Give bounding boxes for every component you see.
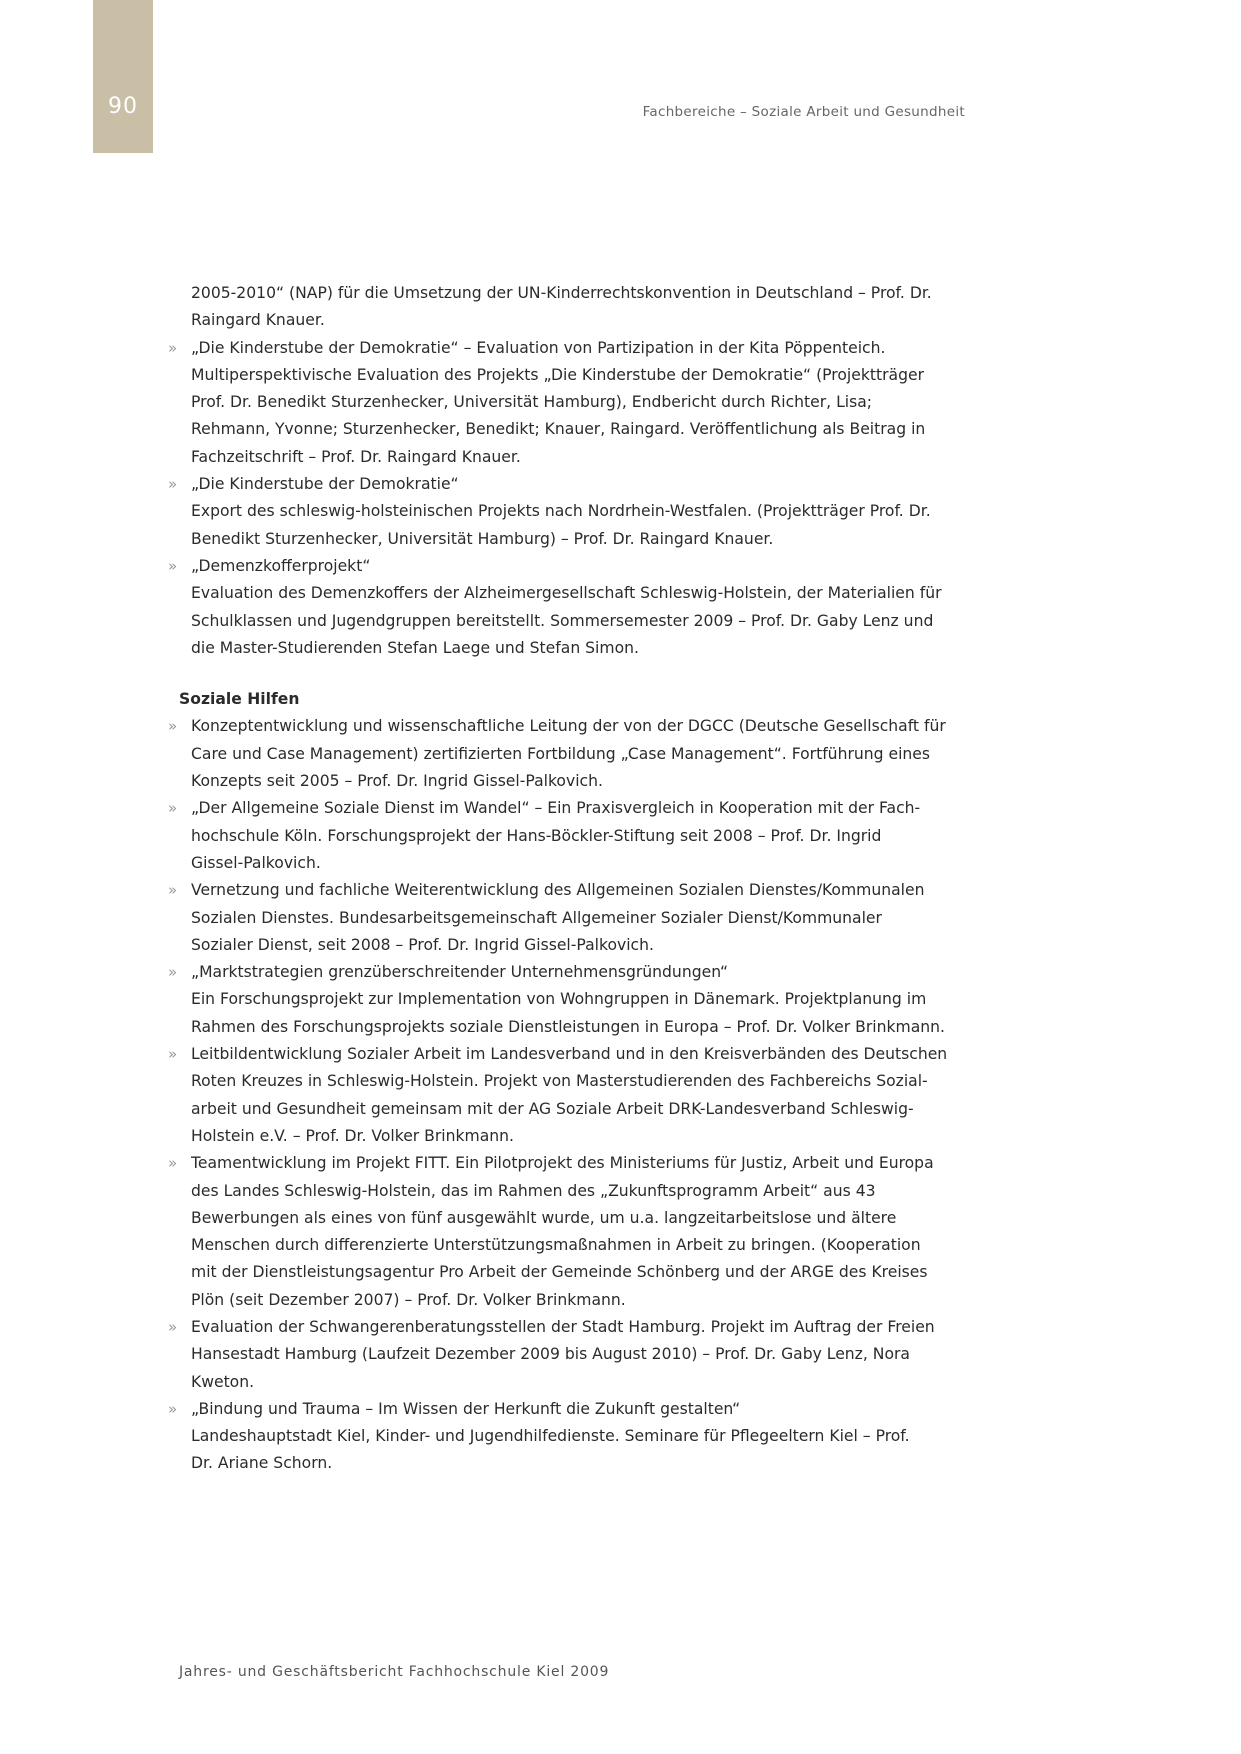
text-line: Raingard Knauer. xyxy=(191,311,325,330)
text-line: Dr. Ariane Schorn. xyxy=(191,1454,333,1473)
text-line: arbeit und Gesundheit gemeinsam mit der AG Soziale Arbeit DRK-Landesverband Schleswig- xyxy=(191,1099,914,1118)
bullet-marker: » xyxy=(168,717,178,736)
text-line: Vernetzung und fachliche Weiterentwicklung des Allgemeinen Sozialen Dienstes/Kommunalen xyxy=(191,881,925,900)
text-line: hochschule Köln. Forschungsprojekt der Hans-Böckler-Stiftung seit 2008 – Prof. Dr. Ingrid xyxy=(191,826,882,845)
text-line: „Bindung und Trauma – Im Wissen der Herkunft die Zukunft gestalten“ xyxy=(191,1399,741,1418)
list-item xyxy=(167,877,982,959)
bullet-marker: » xyxy=(168,1154,178,1173)
list-item xyxy=(167,959,982,1041)
text-line: Plön (seit Dezember 2007) – Prof. Dr. Volker Brinkmann. xyxy=(191,1290,626,1309)
main-content xyxy=(167,280,982,1478)
continuation-paragraph xyxy=(167,280,982,335)
text-line: Rahmen des Forschungsprojekts soziale Dienstleistungen in Europa – Prof. Dr. Volker Brinkmann. xyxy=(191,1017,945,1036)
project-list-soziale-hilfen xyxy=(167,713,982,1477)
list-item xyxy=(167,335,982,471)
footer-text: Jahres- und Geschäftsbericht Fachhochschule Kiel 2009 xyxy=(179,1664,610,1680)
bullet-marker: » xyxy=(168,475,178,494)
bullet-marker: » xyxy=(168,1399,178,1418)
bullet-marker: » xyxy=(168,799,178,818)
bullet-marker: » xyxy=(168,963,178,982)
text-line: Gissel-Palkovich. xyxy=(191,853,321,872)
list-item xyxy=(167,1396,982,1478)
list-item xyxy=(167,795,982,877)
text-line: 2005-2010“ (NAP) für die Umsetzung der UN-Kinderrechtskonvention in Deutschland – Prof. Dr. xyxy=(191,284,932,302)
bullet-marker: » xyxy=(168,338,178,357)
text-line: Leitbildentwicklung Sozialer Arbeit im Landesverband und in den Kreisverbänden des Deutschen xyxy=(191,1045,948,1064)
page-number: 90 xyxy=(108,94,138,119)
section-heading: Soziale Hilfen xyxy=(179,690,300,709)
project-list-top xyxy=(167,335,982,663)
list-item xyxy=(167,1314,982,1396)
text-line: Menschen durch differenzierte Unterstützungsmaßnahmen in Arbeit zu bringen. (Kooperation xyxy=(191,1236,921,1255)
text-line: „Marktstrategien grenzüberschreitender Unternehmensgründungen“ xyxy=(191,963,729,982)
list-item xyxy=(167,471,982,553)
text-line: „Demenzkofferprojekt“ xyxy=(191,556,371,575)
text-line: Ein Forschungsprojekt zur Implementation von Wohngruppen in Dänemark. Projektplanung im xyxy=(191,990,927,1009)
text-line: „Die Kinderstube der Demokratie“ – Evaluation von Partizipation in der Kita Pöppenteich. xyxy=(191,338,886,357)
list-item xyxy=(167,713,982,795)
text-line: Hansestadt Hamburg (Laufzeit Dezember 2009 bis August 2010) – Prof. Dr. Gaby Lenz, Nora xyxy=(191,1345,910,1364)
text-line: Benedikt Sturzenhecker, Universität Hamburg) – Prof. Dr. Raingard Knauer. xyxy=(191,529,774,548)
running-header: Fachbereiche – Soziale Arbeit und Gesundheit xyxy=(642,104,965,120)
text-line: Konzeptentwicklung und wissenschaftliche Leitung der von der DGCC (Deutsche Gesellschaft für xyxy=(191,717,946,736)
text-line: Sozialen Dienstes. Bundesarbeitsgemeinschaft Allgemeiner Sozialer Dienst/Kommunaler xyxy=(191,908,882,927)
list-item xyxy=(167,553,982,662)
text-line: „Die Kinderstube der Demokratie“ xyxy=(191,475,459,494)
text-line: die Master-Studierenden Stefan Laege und Stefan Simon. xyxy=(191,638,639,657)
text-line: mit der Dienstleistungsagentur Pro Arbeit der Gemeinde Schönberg und der ARGE des Kreises xyxy=(191,1263,928,1282)
text-line: Export des schleswig-holsteinischen Projekts nach Nordrhein-Westfalen. (Projektträger Prof. Dr. xyxy=(191,502,931,521)
text-line: Prof. Dr. Benedikt Sturzenhecker, Universität Hamburg), Endbericht durch Richter, Lisa; xyxy=(191,393,873,412)
text-line: Landeshauptstadt Kiel, Kinder- und Jugendhilfedienste. Seminare für Pflegeeltern Kiel – Prof. xyxy=(191,1427,910,1446)
text-line: Rehmann, Yvonne; Sturzenhecker, Benedikt; Knauer, Raingard. Veröffentlichung als Beitrag in xyxy=(191,420,926,439)
page-number-tab xyxy=(93,0,153,153)
text-line: Bewerbungen als eines von fünf ausgewählt wurde, um u.a. langzeitarbeitslose und ältere xyxy=(191,1208,897,1227)
text-line: Kweton. xyxy=(191,1372,255,1391)
text-line: Fachzeitschrift – Prof. Dr. Raingard Knauer. xyxy=(191,447,521,466)
text-line: Evaluation des Demenzkoffers der Alzheimergesellschaft Schleswig-Holstein, der Materialien für xyxy=(191,584,942,603)
bullet-marker: » xyxy=(168,1317,178,1336)
bullet-marker: » xyxy=(168,556,178,575)
list-item xyxy=(167,1041,982,1150)
text-line: Sozialer Dienst, seit 2008 – Prof. Dr. Ingrid Gissel-Palkovich. xyxy=(191,935,654,954)
text-line: „Der Allgemeine Soziale Dienst im Wandel“ – Ein Praxisvergleich in Kooperation mit der Fach- xyxy=(191,799,921,818)
bullet-marker: » xyxy=(168,881,178,900)
text-line: Roten Kreuzes in Schleswig-Holstein. Projekt von Masterstudierenden des Fachbereichs Sozial- xyxy=(191,1072,928,1091)
text-line: Teamentwicklung im Projekt FITT. Ein Pilotprojekt des Ministeriums für Justiz, Arbeit und Europa xyxy=(191,1154,934,1173)
text-line: Care und Case Management) zertifizierten Fortbildung „Case Management“. Fortführung eines xyxy=(191,744,931,763)
text-line: Schulklassen und Jugendgruppen bereitstellt. Sommersemester 2009 – Prof. Dr. Gaby Lenz und xyxy=(191,611,934,630)
bullet-marker: » xyxy=(168,1045,178,1064)
text-line: Evaluation der Schwangerenberatungsstellen der Stadt Hamburg. Projekt im Auftrag der Freien xyxy=(191,1317,935,1336)
text-line: Konzepts seit 2005 – Prof. Dr. Ingrid Gissel-Palkovich. xyxy=(191,772,603,791)
text-line: des Landes Schleswig-Holstein, das im Rahmen des „Zukunftsprogramm Arbeit“ aus 43 xyxy=(191,1181,876,1200)
list-item xyxy=(167,1150,982,1314)
text-line: Holstein e.V. – Prof. Dr. Volker Brinkmann. xyxy=(191,1126,514,1145)
text-line: Multiperspektivische Evaluation des Projekts „Die Kinderstube der Demokratie“ (Projektträger xyxy=(191,365,924,384)
